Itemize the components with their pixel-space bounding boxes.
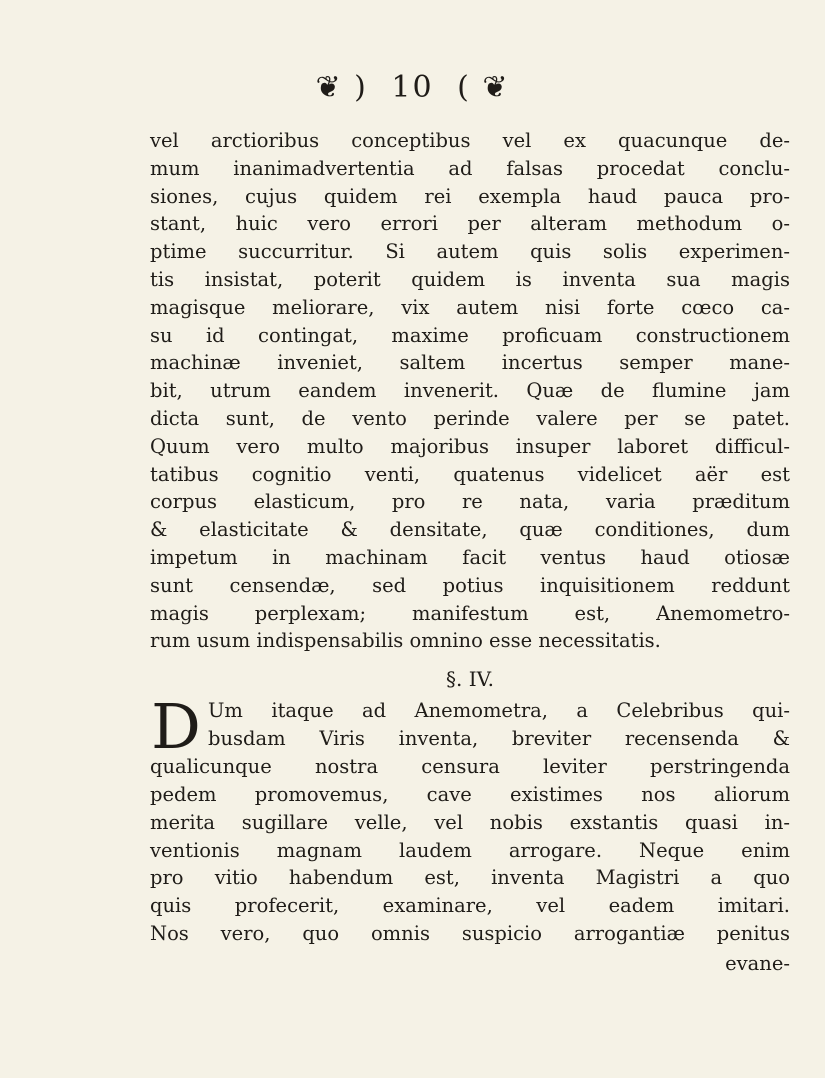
text-line: siones, cujus quidem rei exempla haud pauca pro- xyxy=(150,184,790,208)
text-line: qualicunque nostra censura leviter perstringenda xyxy=(150,755,790,779)
text-line: quis profecerit, examinare, vel eadem imitari. xyxy=(150,894,790,918)
drop-cap: D xyxy=(151,690,201,764)
text-line: Nos vero, quo omnis suspicio arrogantiæ penitus xyxy=(150,921,790,945)
text-line: magisque meliorare, vix autem nisi forte cœco ca- xyxy=(150,295,790,319)
header-ornament-right: ( ❦ xyxy=(457,70,510,105)
paragraph-1 xyxy=(150,127,790,655)
text-line: bit, utrum eandem invenerit. Quæ de flumine jam xyxy=(150,379,790,403)
text-line: pedem promovemus, cave existimes nos aliorum xyxy=(150,782,790,806)
text-line: sunt censendæ, sed potius inquisitionem reddunt xyxy=(150,573,790,597)
text-line: Quum vero multo majoribus insuper laboret difficul- xyxy=(150,434,790,458)
header-ornament-left: ❦ ) xyxy=(315,70,368,105)
catchword: evane- xyxy=(725,951,790,975)
text-line: ventionis magnam laudem arrogare. Neque enim xyxy=(150,838,790,862)
text-line: machinæ inveniet, saltem incertus semper mane- xyxy=(150,351,790,375)
text-line: tatibus cognitio venti, quatenus videlicet aër est xyxy=(150,462,790,486)
text-line: tis insistat, poterit quidem is inventa sua magis xyxy=(150,267,790,291)
text-line: Um itaque ad Anemometra, a Celebribus qui- xyxy=(208,699,790,723)
text-line: mum inanimadvertentia ad falsas procedat conclu- xyxy=(150,156,790,180)
text-line: su id contingat, maxime proficuam constructionem xyxy=(150,323,790,347)
text-line: busdam Viris inventa, breviter recensenda & xyxy=(208,726,790,750)
text-line: pro vitio habendum est, inventa Magistri a quo xyxy=(150,866,790,890)
text-line: vel arctioribus conceptibus vel ex quacunque de- xyxy=(150,129,790,152)
text-line: rum usum indispensabilis omnino esse necessitatis. xyxy=(150,629,661,653)
text-line: magis perplexam; manifestum est, Anemometro- xyxy=(150,601,790,625)
text-line: merita sugillare velle, vel nobis exstantis quasi in- xyxy=(150,810,790,834)
text-line: dicta sunt, de vento perinde valere per se patet. xyxy=(150,406,790,430)
page-number: 10 xyxy=(391,70,434,105)
paragraph-2-first-lines xyxy=(150,690,790,764)
page-header xyxy=(0,70,825,105)
section-title: §. IV. xyxy=(446,667,494,692)
text-line: & elasticitate & densitate, quæ conditiones, dum xyxy=(150,518,790,542)
text-line: stant, huic vero errori per alteram methodum o- xyxy=(150,212,790,236)
paragraph-2-body xyxy=(150,753,790,948)
text-line: corpus elasticum, pro re nata, varia præditum xyxy=(150,490,790,514)
text-line: impetum in machinam facit ventus haud otiosæ xyxy=(150,545,790,569)
text-line: ptime succurritur. Si autem quis solis experimen- xyxy=(150,240,790,264)
paragraph-2 xyxy=(150,690,790,948)
